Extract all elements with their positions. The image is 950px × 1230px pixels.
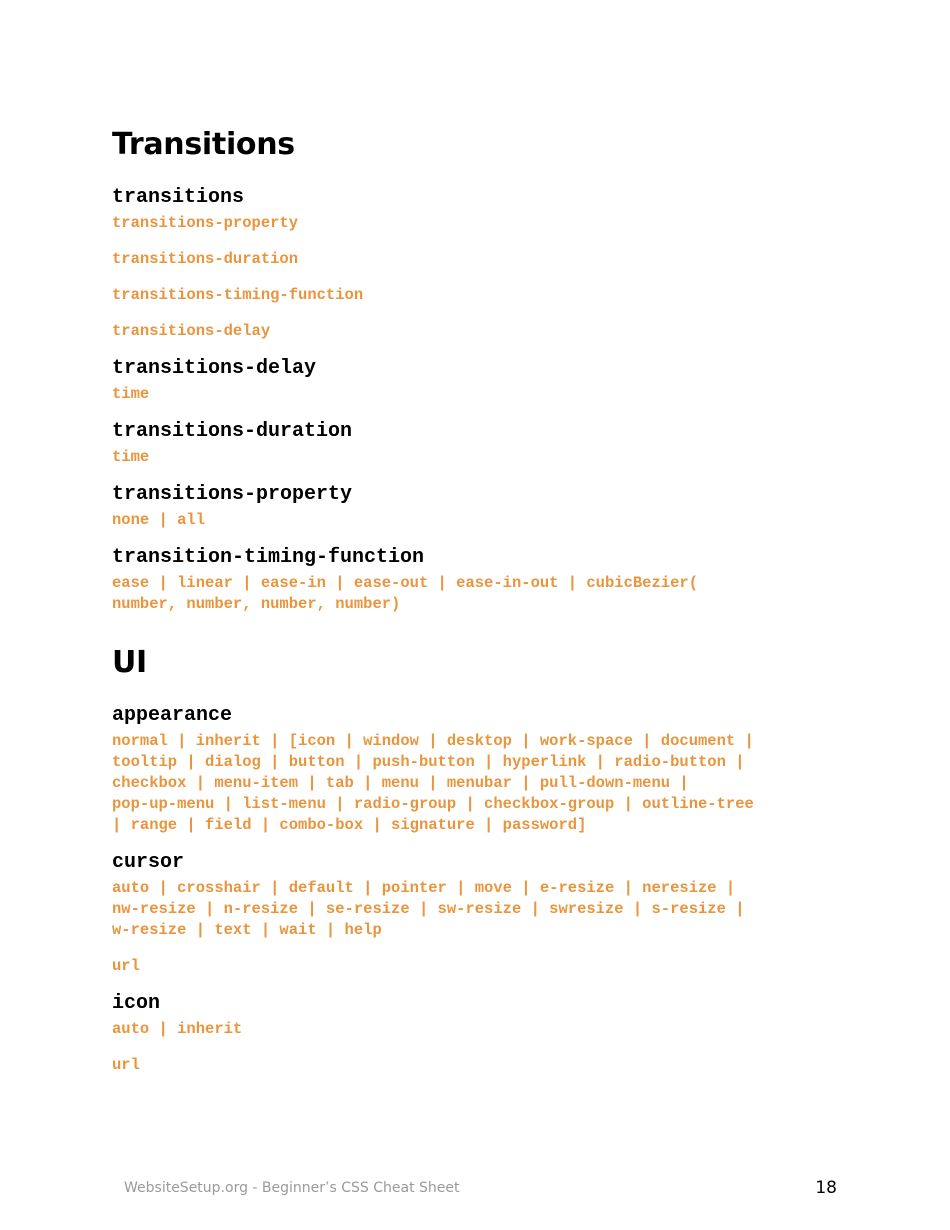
property-name: appearance: [112, 704, 233, 727]
property-value: ease | linear | ease-in | ease-out | ease-in-out | cubicBezier( number, number, number, number): [112, 574, 698, 613]
property-name: transitions-delay: [112, 357, 317, 380]
property-value: auto | crosshair | default | pointer | move | e-resize | neresize | nw-resize | n-resize | se-resize | sw-resize | swresize | s-resize | w-resize | text | wait | help: [112, 879, 745, 939]
property-value: transitions-timing-function: [112, 286, 364, 304]
page-number: 18: [815, 1178, 837, 1198]
property-name: transitions: [112, 186, 245, 209]
property-name: transition-timing-function: [112, 546, 425, 569]
footer-text: WebsiteSetup.org - Beginner’s CSS Cheat Sheet: [124, 1180, 460, 1196]
property-group-appearance: [112, 703, 852, 836]
property-group-transitions: [112, 185, 852, 342]
property-group-icon: [112, 991, 852, 1076]
property-group-transitions-delay: [112, 356, 852, 405]
property-name: cursor: [112, 851, 185, 874]
property-value: transitions-delay: [112, 322, 271, 340]
property-group-cursor: [112, 850, 852, 977]
cheat-sheet-page: [112, 125, 852, 1076]
property-value: time: [112, 385, 150, 403]
property-value: transitions-duration: [112, 250, 299, 268]
property-value: time: [112, 448, 150, 466]
property-name: transitions-property: [112, 483, 353, 506]
property-group-transitions-property: [112, 482, 852, 531]
property-group-transition-timing-function: [112, 545, 852, 615]
property-value: auto | inherit: [112, 1020, 243, 1038]
property-value: url: [112, 1056, 140, 1074]
property-name: transitions-duration: [112, 420, 353, 443]
property-value: normal | inherit | [icon | window | desktop | work-space | document | tooltip | dialog | button | push-button | hyperlink | radio-button | checkbox | menu-item | tab | menu | menubar | pull-down-menu | pop-up-menu | list-menu | radio-group | checkbox-group | outline-tree | range | field | combo-box | signature | password]: [112, 732, 754, 834]
property-value: url: [112, 957, 140, 975]
property-group-transitions-duration: [112, 419, 852, 468]
property-value: none | all: [112, 511, 206, 529]
section-title-ui: UI: [112, 645, 147, 680]
property-name: icon: [112, 992, 161, 1015]
property-value: transitions-property: [112, 214, 299, 232]
section-title-transitions: Transitions: [112, 127, 295, 162]
